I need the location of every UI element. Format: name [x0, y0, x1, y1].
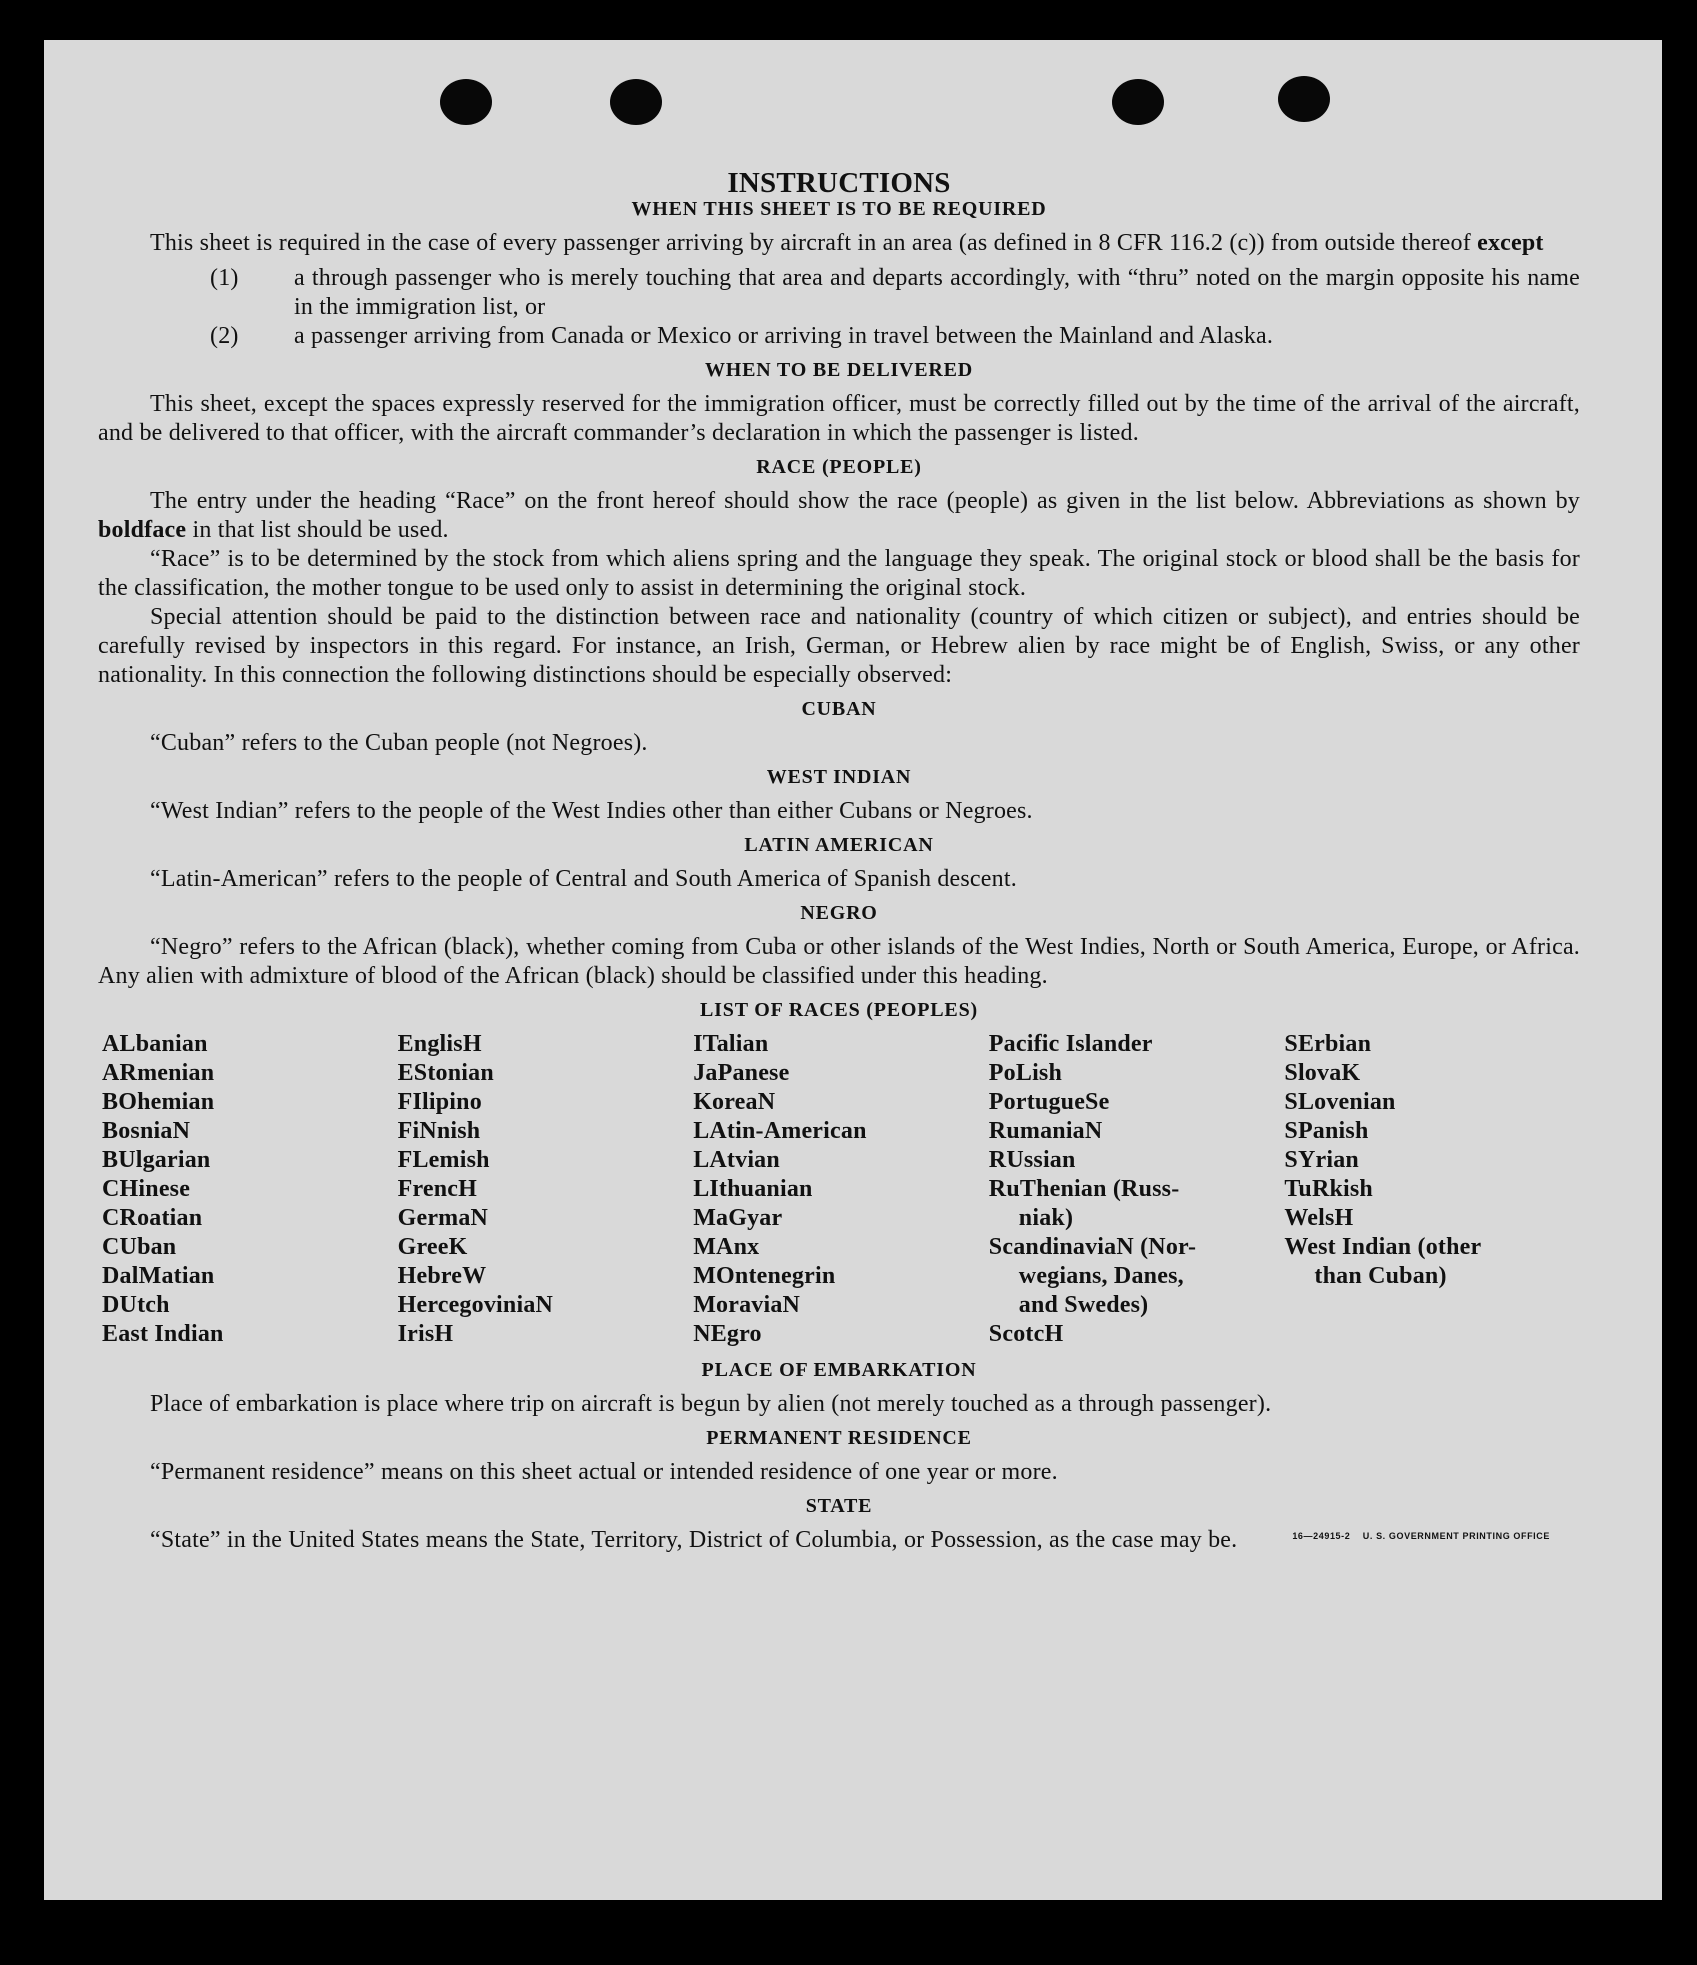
paragraph: The entry under the heading “Race” on the front hereof should show the race (people) as given in the list below. Abbreviations as shown by boldface in that list should be used. — [98, 488, 1580, 543]
race-entry: EStonian — [397, 1060, 494, 1086]
paragraph: “Negro” refers to the African (black), whether coming from Cuba or other islands of the West Indies, North or South America, Europe, or Africa. Any alien with admixture of blood of the African (black) should be classified under this heading. — [98, 934, 1580, 989]
race-entry: FrencH — [397, 1176, 477, 1202]
race-entry-continuation: than Cuban) — [1314, 1263, 1447, 1289]
race-entry: SErbian — [1284, 1031, 1372, 1057]
race-entry: SLovenian — [1284, 1089, 1396, 1115]
punch-hole — [610, 79, 662, 125]
race-entry: FiNnish — [397, 1118, 481, 1144]
form-number: 16—24915-2 — [1292, 1531, 1351, 1541]
race-column — [693, 1030, 989, 1349]
section-heading: RACE (PEOPLE) — [756, 456, 922, 478]
section-heading: NEGRO — [800, 902, 878, 924]
race-entry: GreeK — [397, 1234, 468, 1260]
race-entry: BUlgarian — [102, 1147, 211, 1173]
section-heading: LIST OF RACES (PEOPLES) — [700, 999, 978, 1021]
page-title: INSTRUCTIONS — [727, 167, 951, 199]
race-entry: LAtvian — [693, 1147, 780, 1173]
race-entry: TuRkish — [1284, 1176, 1373, 1202]
list-item: (1) a through passenger who is merely touching that area and departs accordingly, with “thru” noted on the margin opposite his name in the immigration list, or — [210, 265, 1580, 320]
race-entry: ALbanian — [102, 1031, 208, 1057]
race-entry: JaPanese — [693, 1060, 790, 1086]
punch-hole — [1112, 79, 1164, 125]
paragraph: “West Indian” refers to the people of the West Indies other than either Cubans or Negroes. — [150, 798, 1033, 824]
section-heading: WEST INDIAN — [766, 766, 912, 788]
race-entry-continuation: and Swedes) — [1018, 1292, 1149, 1318]
section-heading: STATE — [805, 1495, 873, 1517]
race-entry: SPanish — [1284, 1118, 1369, 1144]
race-list — [102, 1030, 1580, 1349]
form-footer — [1292, 1522, 1550, 1551]
paragraph: “Cuban” refers to the Cuban people (not Negroes). — [150, 730, 648, 756]
paragraph: “State” in the United States means the State, Territory, District of Columbia, or Possession, as the case may be. — [150, 1527, 1238, 1553]
race-entry: IrisH — [397, 1321, 454, 1347]
race-entry: WelsH — [1284, 1205, 1354, 1231]
race-entry: FIlipino — [397, 1089, 482, 1115]
race-entry-continuation: wegians, Danes, — [1018, 1263, 1184, 1289]
race-entry: GermaN — [397, 1205, 489, 1231]
race-entry: ITalian — [693, 1031, 769, 1057]
section-heading: LATIN AMERICAN — [744, 834, 934, 856]
race-entry: RUssian — [988, 1147, 1076, 1173]
paragraph: Special attention should be paid to the distinction between race and nationality (country of which citizen or subject), and entries should be carefully revised by inspectors in this regard. For instance, an Irish, German, or Hebrew alien by race might be of English, Swiss, or any other nationality. In this connection the following distinctions should be especially observed: — [98, 604, 1580, 688]
paragraph: “Race” is to be determined by the stock from which aliens spring and the language they speak. The original stock or blood shall be the basis for the classification, the mother tongue to be used only to assist in determining the original stock. — [98, 546, 1580, 601]
section-heading: WHEN TO BE DELIVERED — [704, 359, 974, 381]
race-entry: HebreW — [397, 1263, 487, 1289]
race-entry: PortugueSe — [988, 1089, 1110, 1115]
race-entry: ARmenian — [102, 1060, 215, 1086]
instructions-content — [98, 166, 1580, 1561]
race-entry-continuation: niak) — [1018, 1205, 1074, 1231]
race-column — [989, 1030, 1285, 1349]
race-entry: SlovaK — [1284, 1060, 1361, 1086]
race-entry: DalMatian — [102, 1263, 215, 1289]
race-entry: DUtch — [102, 1292, 170, 1318]
punch-hole — [1278, 76, 1330, 122]
document-page — [44, 40, 1662, 1900]
race-entry: RumaniaN — [988, 1118, 1103, 1144]
race-entry: CUban — [102, 1234, 177, 1260]
printer-imprint: U. S. GOVERNMENT PRINTING OFFICE — [1362, 1531, 1550, 1541]
section-heading: WHEN THIS SHEET IS TO BE REQUIRED — [631, 198, 1047, 220]
paragraph: This sheet is required in the case of every passenger arriving by aircraft in an area (as defined in 8 CFR 116.2 (c)) from outside thereof except — [150, 230, 1544, 256]
race-entry: BosniaN — [102, 1118, 191, 1144]
section-heading: CUBAN — [801, 698, 877, 720]
race-entry: BOhemian — [102, 1089, 215, 1115]
race-column — [1284, 1030, 1580, 1349]
race-entry: EnglisH — [397, 1031, 482, 1057]
race-entry: LAtin-American — [693, 1118, 867, 1144]
race-column — [102, 1030, 398, 1349]
race-entry: West Indian (other — [1284, 1234, 1482, 1260]
race-entry: NEgro — [693, 1321, 762, 1347]
race-column — [398, 1030, 694, 1349]
paragraph: This sheet, except the spaces expressly reserved for the immigration officer, must be correctly filled out by the time of the arrival of the aircraft, and be delivered to that officer, with the aircraft commander’s declaration in which the passenger is listed. — [98, 391, 1580, 446]
race-entry: SYrian — [1284, 1147, 1359, 1173]
race-entry: Pacific Islander — [988, 1031, 1153, 1057]
race-entry: CHinese — [102, 1176, 191, 1202]
race-entry: HercegoviniaN — [397, 1292, 554, 1318]
section-heading: PERMANENT RESIDENCE — [706, 1427, 972, 1449]
race-entry: LIthuanian — [693, 1176, 813, 1202]
race-entry: MOntenegrin — [693, 1263, 836, 1289]
race-entry: ScandinaviaN (Nor- — [988, 1234, 1197, 1260]
punch-hole — [440, 79, 492, 125]
race-entry: PoLish — [988, 1060, 1063, 1086]
race-entry: RuThenian (Russ- — [988, 1176, 1180, 1202]
race-entry: ScotcH — [988, 1321, 1064, 1347]
race-entry: CRoatian — [102, 1205, 203, 1231]
race-entry: KoreaN — [693, 1089, 776, 1115]
paragraph: “Latin-American” refers to the people of Central and South America of Spanish descent. — [150, 866, 1017, 892]
race-entry: MoraviaN — [693, 1292, 801, 1318]
race-entry: East Indian — [102, 1321, 224, 1347]
race-entry: MaGyar — [693, 1205, 783, 1231]
race-entry: MAnx — [693, 1234, 760, 1260]
list-item: (2) a passenger arriving from Canada or Mexico or arriving in travel between the Mainland and Alaska. — [210, 323, 1274, 349]
race-entry: FLemish — [397, 1147, 490, 1173]
section-heading: PLACE OF EMBARKATION — [701, 1359, 977, 1381]
paragraph: “Permanent residence” means on this sheet actual or intended residence of one year or more. — [150, 1459, 1058, 1485]
paragraph: Place of embarkation is place where trip on aircraft is begun by alien (not merely touched as a through passenger). — [150, 1391, 1272, 1417]
state-paragraph-row — [98, 1526, 1580, 1555]
